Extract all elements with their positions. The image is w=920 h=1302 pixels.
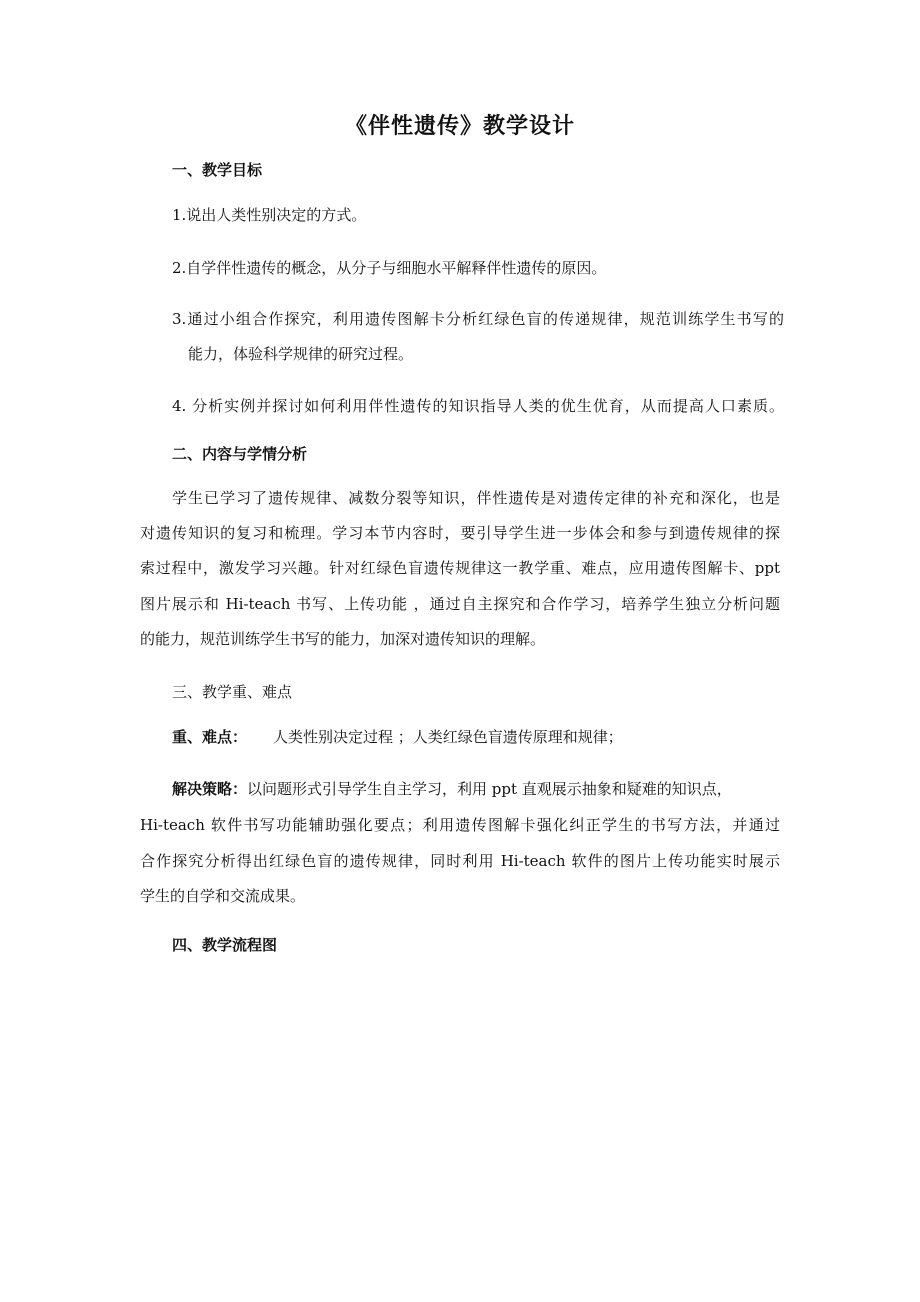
- analysis-paragraph-line: 索过程中，激发学习兴趣。针对红绿色盲遗传规律这一教学重、难点，应用遗传图解卡、ppt: [140, 559, 780, 577]
- analysis-paragraph-line: 图片展示和 Hi-teach 书写、上传功能 ，通过自主探究和合作学习，培养学生独立分析问题: [140, 595, 780, 613]
- analysis-paragraph-line: 的能力，规范训练学生书写的能力，加深对遗传知识的理解。: [140, 630, 546, 648]
- objective-item: 4. 分析实例并探讨如何利用伴性遗传的知识指导人类的优生优育，从而提高人口素质。: [172, 397, 784, 415]
- strategy-label: 解决策略：: [172, 780, 248, 798]
- objective-item-continuation: 能力，体验科学规律的研究过程。: [188, 345, 414, 363]
- objective-item: 2.自学伴性遗传的概念，从分子与细胞水平解释伴性遗传的原因。: [172, 259, 607, 277]
- strategy-line: 合作探究分析得出红绿色盲的遗传规律，同时利用 Hi-teach 软件的图片上传功能实时展示: [140, 852, 780, 870]
- strategy-line: Hi-teach 软件书写功能辅助强化要点；利用遗传图解卡强化纠正学生的书写方法，并通过: [140, 816, 780, 834]
- key-points-line: [172, 725, 780, 749]
- document-title: 《伴性遗传》教学设计: [344, 113, 575, 139]
- key-points-text: 人类性别决定过程 ；人类红绿色盲遗传原理和规律；: [273, 728, 623, 746]
- strategy-line: 学生的自学和交流成果。: [140, 887, 306, 905]
- section-heading-analysis: 二、内容与学情分析: [172, 445, 308, 463]
- section-heading-flowchart: 四、教学流程图: [172, 936, 278, 954]
- strategy-text: 以问题形式引导学生自主学习，利用 ppt 直观展示抽象和疑难的知识点，: [247, 780, 732, 798]
- objective-item: 3.通过小组合作探究，利用遗传图解卡分析红绿色盲的传递规律，规范训练学生书写的: [172, 310, 784, 328]
- analysis-paragraph-line: 学生已学习了遗传规律、减数分裂等知识，伴性遗传是对遗传定律的补充和深化，也是: [172, 489, 780, 507]
- section-heading-key-points: 三、教学重、难点: [172, 683, 293, 701]
- strategy-line: [172, 777, 780, 801]
- section-heading-objectives: 一、教学目标: [172, 161, 263, 179]
- analysis-paragraph-line: 对遗传知识的复习和梳理。学习本节内容时，要引导学生进一步体会和参与到遗传规律的探: [140, 524, 780, 542]
- key-points-label: 重、难点：: [172, 728, 248, 746]
- objective-item: 1.说出人类性别决定的方式。: [172, 206, 367, 224]
